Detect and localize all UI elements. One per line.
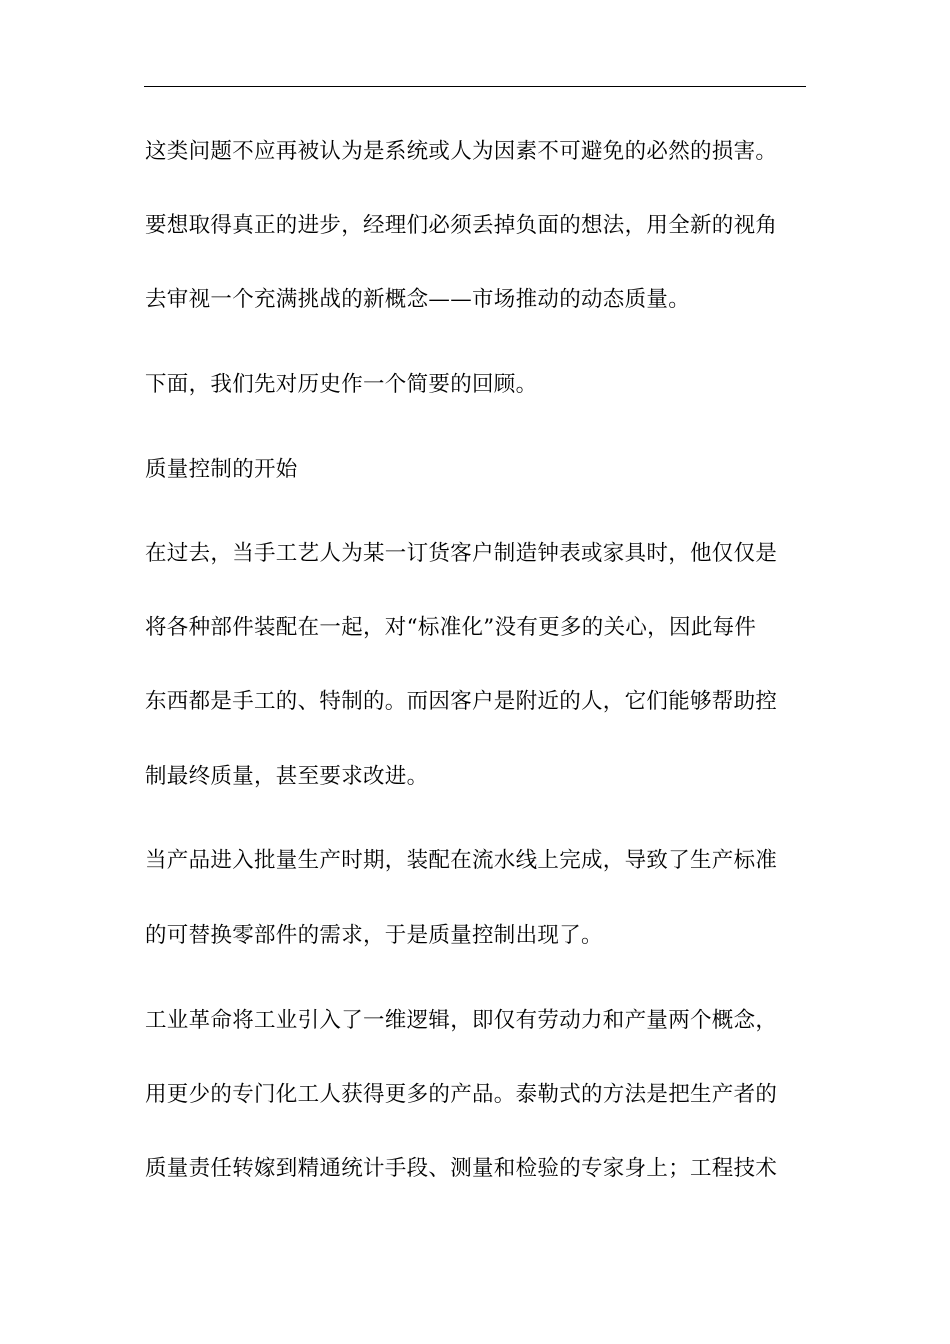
- text-line: 下面，我们先对历史作一个简要的回顾。: [145, 372, 538, 397]
- text-line: 去审视一个充满挑战的新概念——市场推动的动态质量。: [145, 287, 691, 312]
- text-line: 在过去，当手工艺人为某一订货客户制造钟表或家具时，他仅仅是: [145, 541, 778, 566]
- text-line: 质量责任转嫁到精通统计手段、测量和检验的专家身上；工程技术: [145, 1156, 778, 1181]
- text-line: 用更少的专门化工人获得更多的产品。泰勒式的方法是把生产者的: [145, 1082, 778, 1107]
- text-line: 要想取得真正的进步，经理们必须丢掉负面的想法，用全新的视角: [145, 213, 778, 238]
- text-line: 的可替换零部件的需求，于是质量控制出现了。: [145, 923, 603, 948]
- section-heading: 质量控制的开始: [145, 457, 298, 482]
- text-line: 这类问题不应再被认为是系统或人为因素不可避免的必然的损害。: [145, 139, 778, 164]
- text-line: 工业革命将工业引入了一维逻辑，即仅有劳动力和产量两个概念，: [145, 1008, 778, 1033]
- text-line: 东西都是手工的、特制的。而因客户是附近的人，它们能够帮助控: [145, 689, 778, 714]
- text-line: 当产品进入批量生产时期，装配在流水线上完成，导致了生产标准: [145, 848, 778, 873]
- text-line: 将各种部件装配在一起，对“标准化”没有更多的关心，因此每件: [145, 615, 757, 640]
- text-line: 制最终质量，甚至要求改进。: [145, 764, 429, 789]
- header-rule: [144, 86, 806, 87]
